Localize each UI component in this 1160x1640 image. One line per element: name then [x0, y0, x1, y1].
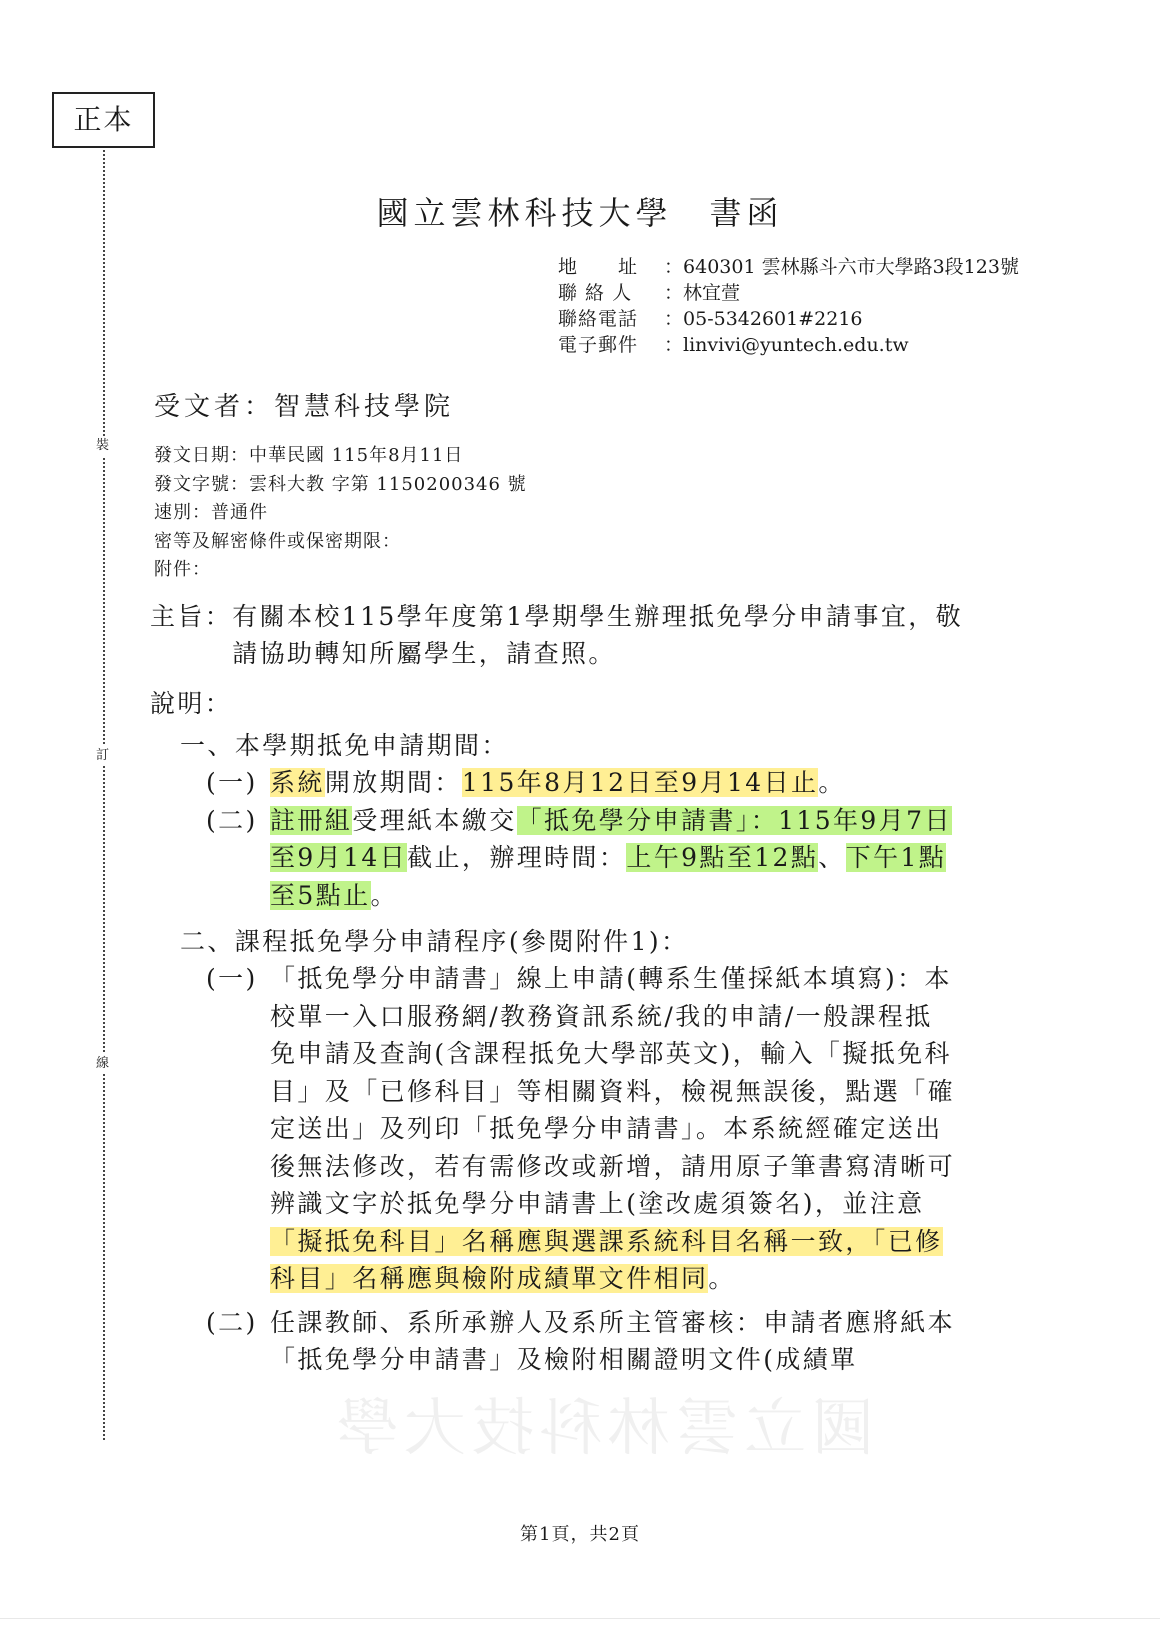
watermark: 國立雲林科技大學 — [330, 1391, 875, 1464]
confidentiality: 密等及解密條件或保密期限： — [154, 530, 401, 552]
meta-block — [154, 442, 527, 585]
document-number: 發文字號：雲科大教 字第 1150200346 號 — [154, 473, 527, 495]
contact-email: 電子郵件 ：linvivi@yuntech.edu.tw — [558, 334, 909, 356]
section-1-heading: 一、 本學期抵免申請期間： — [180, 731, 509, 760]
side-mark-2: 訂 — [96, 746, 109, 766]
recipient: 受文者：智慧科技學院 — [154, 392, 455, 422]
issue-date: 發文日期：中華民國 115年8月11日 — [154, 445, 464, 466]
subject — [150, 598, 990, 672]
document-body — [150, 598, 990, 1379]
bottom-edge-line — [0, 1618, 1160, 1619]
urgency: 速別：普通件 — [154, 502, 268, 523]
contact-block — [558, 254, 1019, 358]
section-1-item-2: (二) 註冊組受理紙本繳交「抵免學分申請書」：115年9月7日至9月14日截止，辦理時間：上午9點至12點、下午1點至5點止。 — [206, 805, 952, 910]
explanation-label: 說明： — [150, 689, 233, 718]
contact-person: 聯 絡 人 ：林宜萱 — [558, 282, 741, 304]
section-2-item-2: (二) 任課教師、系所承辦人及系所主管審核：申請者應將紙本「抵免學分申請書」及檢附相關證明文件(成績單 — [206, 1307, 956, 1374]
page-number: 第1頁，共2頁 — [520, 1524, 640, 1545]
binding-line — [103, 150, 105, 1440]
section-2-item-1: (一) 「抵免學分申請書」線上申請(轉系生僅採紙本填寫)：本校單一入口服務網/教務資訊系統/我的申請/一般課程抵免申請及查詢(含課程抵免大學部英文)，輸入「擬抵免科目」及「已修科目」等相關資料，檢視無誤後，點選「確定送出」及列印「抵免學分申請書」。本系統經確定送出後無法修改，若有需修改或新增，請用原子筆書寫清晰可辨識文字於抵免學分申請書上(塗改處須簽名)，並注意「擬抵免科目」名稱應與選課系統科目名稱一致，「已修科目」名稱應與檢附成績單文件相同。 — [206, 964, 956, 1293]
contact-phone: 聯絡電話 ：05-5342601#2216 — [558, 308, 863, 330]
subject-text: 有關本校115學年度第1學期學生辦理抵免學分申請事宜，敬請協助轉知所屬學生，請查照。 — [232, 602, 964, 668]
side-mark-1: 裝 — [96, 436, 109, 456]
side-mark-3: 線 — [96, 1054, 109, 1074]
original-copy-stamp: 正本 — [52, 92, 155, 148]
section-1-item-1: (一) 系統開放期間：115年8月12日至9月14日止。 — [206, 768, 846, 797]
document-title: 國立雲林科技大學 書函 — [376, 194, 784, 232]
contact-address: 地 址 ：640301 雲林縣斗六市大學路3段123號 — [558, 256, 1019, 278]
attachments: 附件： — [154, 559, 211, 580]
subject-label: 主旨： — [150, 602, 233, 631]
section-2-heading: 二、 課程抵免學分申請程序(參閱附件1)： — [180, 927, 689, 956]
